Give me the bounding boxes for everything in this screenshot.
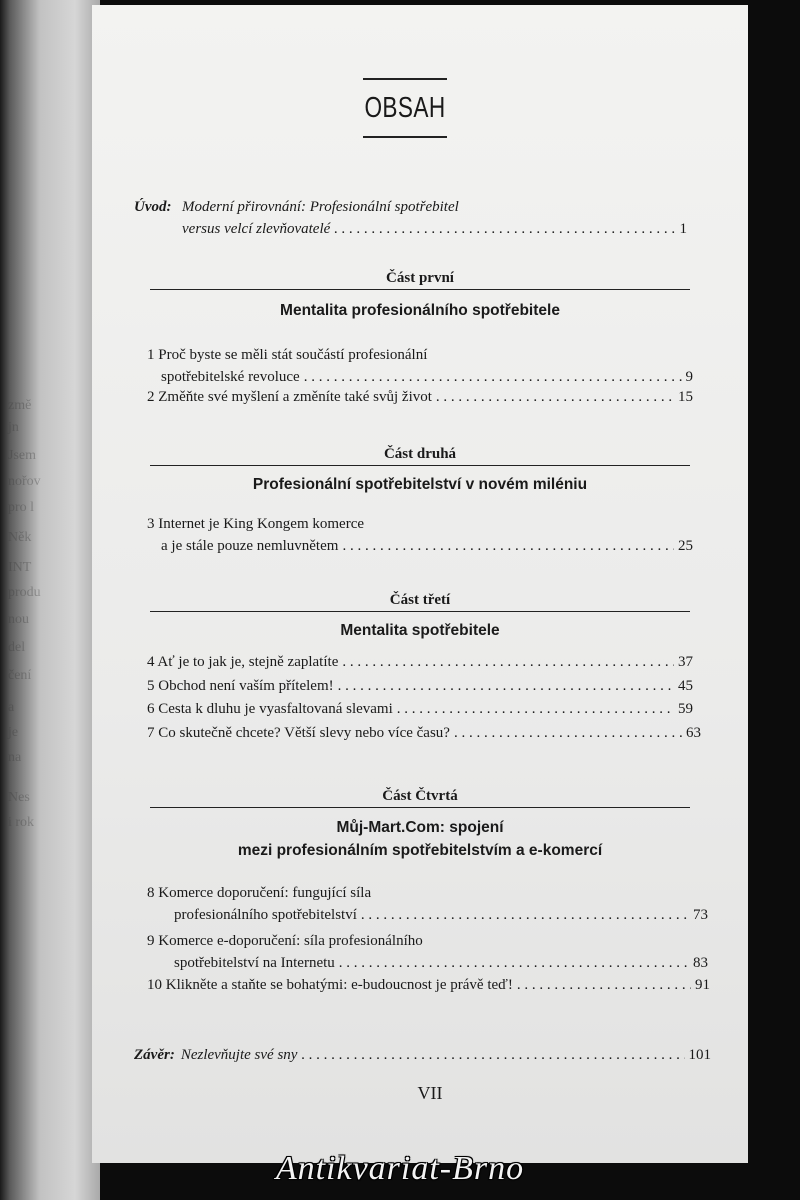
- page-number: 15: [678, 389, 693, 405]
- dot-leader: [334, 219, 675, 239]
- chapter-line2: a je stále pouze nemluvnětem: [161, 538, 339, 554]
- page-number: 63: [686, 725, 701, 741]
- page-number: 59: [678, 701, 693, 717]
- left-page-fragment: nořov: [8, 474, 41, 489]
- chapter-line1: 7 Co skutečně chcete? Větší slevy nebo více času?: [147, 725, 450, 741]
- dot-leader: [361, 905, 689, 925]
- conclusion-text: Nezlevňujte své sny: [180, 1047, 298, 1063]
- page-number: 83: [693, 955, 708, 971]
- part-divider: [150, 807, 690, 808]
- part-label: Část Čtvrtá: [382, 788, 458, 804]
- chapter-line1: 2 Změňte své myšlení a změníte také svůj život: [147, 389, 432, 405]
- conclusion-label: Závěr:: [134, 1047, 175, 1063]
- dot-leader: [454, 723, 682, 743]
- part-title: Profesionální spotřebitelství v novém miléniu: [252, 476, 588, 493]
- intro-label: Úvod:: [134, 199, 172, 215]
- toc-entry-intro: [182, 219, 687, 239]
- chapter-line1: 10 Klikněte a staňte se bohatými: e-budoucnost je právě teď!: [147, 977, 513, 993]
- toc-entry: [174, 953, 708, 973]
- watermark: Antikvariat-Brno: [275, 1150, 525, 1187]
- chapter-line1: 8 Komerce doporučení: fungující síla: [147, 885, 372, 901]
- left-page-fragment: pro l: [8, 500, 35, 515]
- chapter-line1: 1 Proč byste se měli stát součástí profesionální: [147, 347, 428, 363]
- page-number: 9: [685, 369, 693, 385]
- chapter-line2: profesionálního spotřebitelství: [174, 907, 357, 923]
- left-page-fragment: jn: [8, 420, 19, 435]
- left-page-fragment: INT: [8, 560, 32, 575]
- left-page-fragment: Nes: [8, 790, 30, 805]
- dot-leader: [436, 387, 674, 407]
- left-page-fragment: Jsem: [8, 448, 36, 463]
- page-folio: VII: [417, 1083, 443, 1103]
- page-number: 91: [695, 977, 710, 993]
- intro-line2: versus velcí zlevňovatelé: [182, 221, 331, 237]
- part-title: Můj-Mart.Com: spojení: [336, 819, 504, 836]
- chapter-line1: 4 Ať je to jak je, stejně zaplatíte: [147, 654, 339, 670]
- toc-entry: [147, 652, 693, 672]
- intro-line1: Moderní přirovnání: Profesionální spotřebitel: [182, 199, 459, 215]
- left-page-fragment: změ: [8, 398, 32, 413]
- part-label: Část druhá: [383, 446, 457, 462]
- chapter-line1: 6 Cesta k dluhu je vyasfaltovaná slevami: [147, 701, 393, 717]
- left-page-fragment: produ: [8, 585, 41, 600]
- left-page-fragment: čení: [8, 668, 32, 683]
- chapter-line2: spotřebitelské revoluce: [161, 369, 300, 385]
- toc-entry: [161, 367, 693, 387]
- page-number: 73: [693, 907, 708, 923]
- left-page-edge: [0, 0, 100, 1200]
- left-page-fragment: nou: [8, 612, 29, 627]
- chapter-line1: 3 Internet je King Kongem komerce: [147, 516, 365, 532]
- left-page-fragment: i rok: [8, 815, 35, 830]
- part-label: Část třetí: [389, 592, 451, 608]
- left-page-fragment: Něk: [8, 530, 32, 545]
- part-title: Mentalita profesionálního spotřebitele: [280, 302, 560, 319]
- part-title: Mentalita spotřebitele: [340, 622, 500, 639]
- part-divider: [150, 289, 690, 290]
- chapter-line1: 5 Obchod není vaším přítelem!: [147, 678, 334, 694]
- dot-leader: [339, 953, 689, 973]
- chapter-line1: 9 Komerce e-doporučení: síla profesionálního: [147, 933, 423, 949]
- dot-leader: [342, 652, 674, 672]
- toc-entry: [147, 699, 693, 719]
- chapter-line2: spotřebitelství na Internetu: [174, 955, 335, 971]
- part-divider: [150, 611, 690, 612]
- left-page-fragment: a: [8, 700, 15, 715]
- toc-entry-conclusion: [134, 1045, 711, 1065]
- page-number: 1: [679, 221, 687, 237]
- toc-title-box: [363, 78, 447, 138]
- toc-entry: [147, 387, 693, 407]
- left-page-fragment: del: [8, 640, 26, 655]
- left-page-fragment: je: [8, 725, 19, 740]
- dot-leader: [397, 699, 674, 719]
- dot-leader: [338, 676, 674, 696]
- dot-leader: [342, 536, 674, 556]
- toc-entry: [147, 676, 693, 696]
- dot-leader: [301, 1045, 684, 1065]
- dot-leader: [304, 367, 682, 387]
- page-number: 101: [688, 1047, 711, 1063]
- left-page-fragment: na: [8, 750, 22, 765]
- toc-entry: [147, 723, 701, 743]
- toc-entry: [174, 905, 708, 925]
- page-number: 37: [678, 654, 693, 670]
- part-title: mezi profesionálním spotřebitelstvím a e-komercí: [237, 842, 603, 859]
- toc-entry: [161, 536, 693, 556]
- part-label: Část první: [386, 270, 454, 286]
- page-title: OBSAH: [364, 91, 446, 124]
- toc-entry: [147, 975, 710, 995]
- part-divider: [150, 465, 690, 466]
- page-number: 25: [678, 538, 693, 554]
- page-number: 45: [678, 678, 693, 694]
- dot-leader: [517, 975, 691, 995]
